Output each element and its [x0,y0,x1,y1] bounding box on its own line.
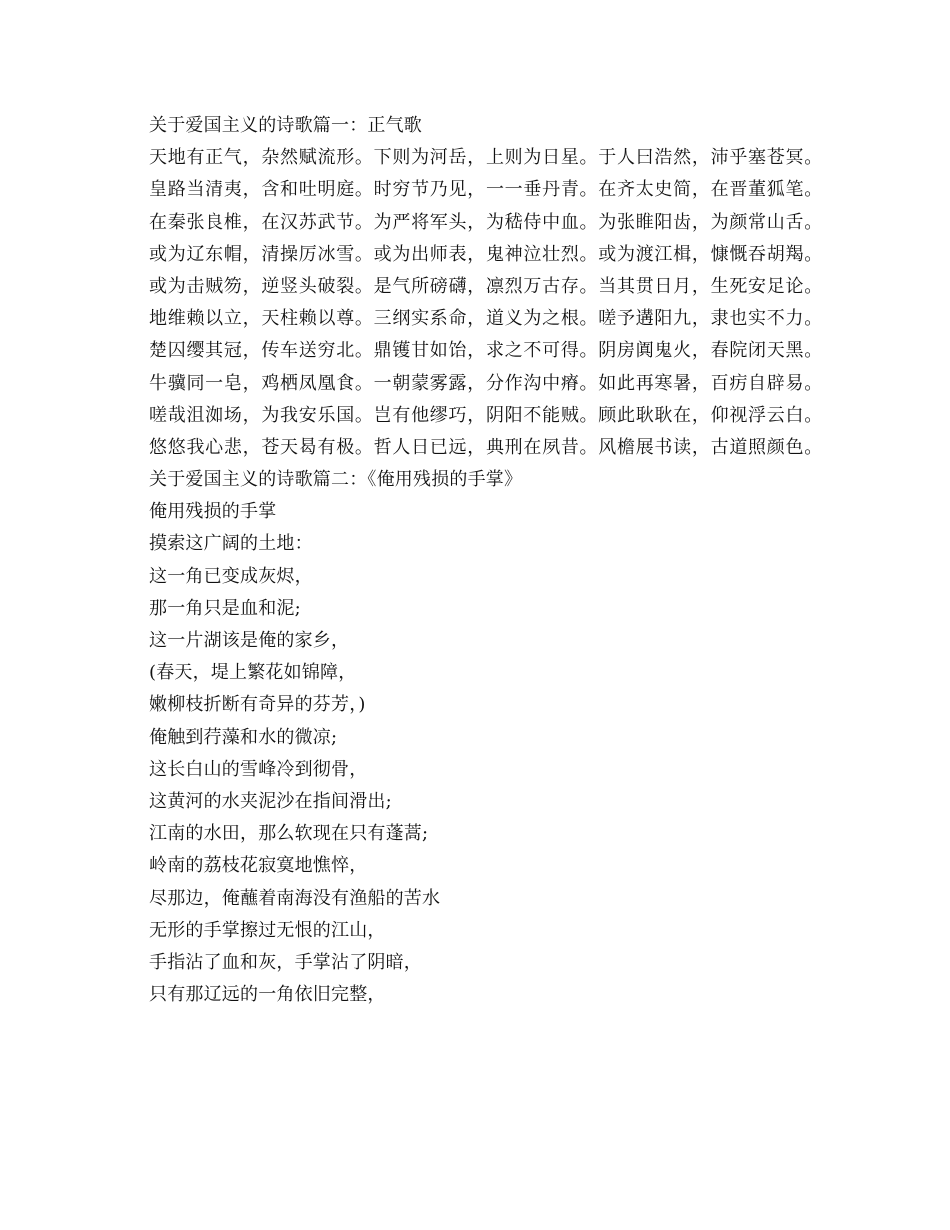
poem-line: 只有那辽远的一角依旧完整， [149,984,386,1006]
poem-line: 这一片湖该是俺的家乡， [149,630,350,651]
poem-line: 这一角已变成灰烬， [149,565,313,587]
poem-line: 摸索这广阔的土地： [149,533,313,555]
poem-line: 在秦张良椎，在汉苏武节。为严将军头，为嵇侍中血。为张睢阳齿，为颜常山舌。 [149,211,823,233]
poem-line: (春天，堤上繁花如锦障， [149,662,357,684]
poem-line: 这黄河的水夹泥沙在指间滑出; [149,790,392,812]
poem-line: 楚囚缨其冠，传车送穷北。鼎镬甘如饴，求之不可得。阴房阗鬼火，春院闭天黑。 [149,340,823,362]
poem-line: 或为击贼笏，逆竖头破裂。是气所磅礴，凛烈万古存。当其贯日月，生死安足论。 [149,275,823,297]
poem-line: 岭南的荔枝花寂寞地憔悴， [149,855,368,877]
document-page [149,110,829,1011]
poem-line: 手指沾了血和灰，手掌沾了阴暗， [149,951,422,973]
poem-line: 天地有正气，杂然赋流形。下则为河岳，上则为日星。于人曰浩然，沛乎塞苍冥。 [149,147,823,169]
section1-heading: 关于爱国主义的诗歌篇一：正气歌 [149,115,422,136]
poem-line: 这长白山的雪峰冷到彻骨， [149,758,368,780]
poem-line: 嫩柳枝折断有奇异的芬芳，) [149,694,366,716]
poem-line: 嗟哉沮洳场，为我安乐国。岂有他缪巧，阴阳不能贼。顾此耿耿在，仰视浮云白。 [149,404,823,426]
section1-poem [149,142,829,464]
poem-line: 地维赖以立，天柱赖以尊。三纲实系命，道义为之根。嗟予遘阳九，隶也实不力。 [149,308,823,330]
poem-line: 无形的手掌擦过无恨的江山， [149,919,386,941]
poem-line: 牛骥同一皂，鸡栖凤凰食。一朝蒙雾露，分作沟中瘠。如此再寒暑，百疠自辟易。 [149,372,823,394]
poem-line: 尽那边，俺蘸着南海没有渔船的苦水 [149,887,441,909]
poem-line: 或为辽东帽，清操厉冰雪。或为出师表，鬼神泣壮烈。或为渡江楫，慷慨吞胡羯。 [149,243,823,265]
poem-line: 俺触到荇藻和水的微凉; [149,726,338,748]
section2-heading: 关于爱国主义的诗歌篇二：《俺用残损的手掌》 [149,469,523,491]
poem-line: 悠悠我心悲，苍天曷有极。哲人日已远，典刑在夙昔。风檐展书读，古道照颜色。 [149,436,823,458]
poem-line: 那一角只是血和泥; [149,597,301,619]
poem-line: 皇路当清夷，含和吐明庭。时穷节乃见，一一垂丹青。在齐太史简，在晋董狐笔。 [149,179,823,201]
section2-poem [149,496,829,1011]
poem-line: 江南的水田，那么软现在只有蓬蒿; [149,823,429,845]
poem-line: 俺用残损的手掌 [149,501,277,523]
